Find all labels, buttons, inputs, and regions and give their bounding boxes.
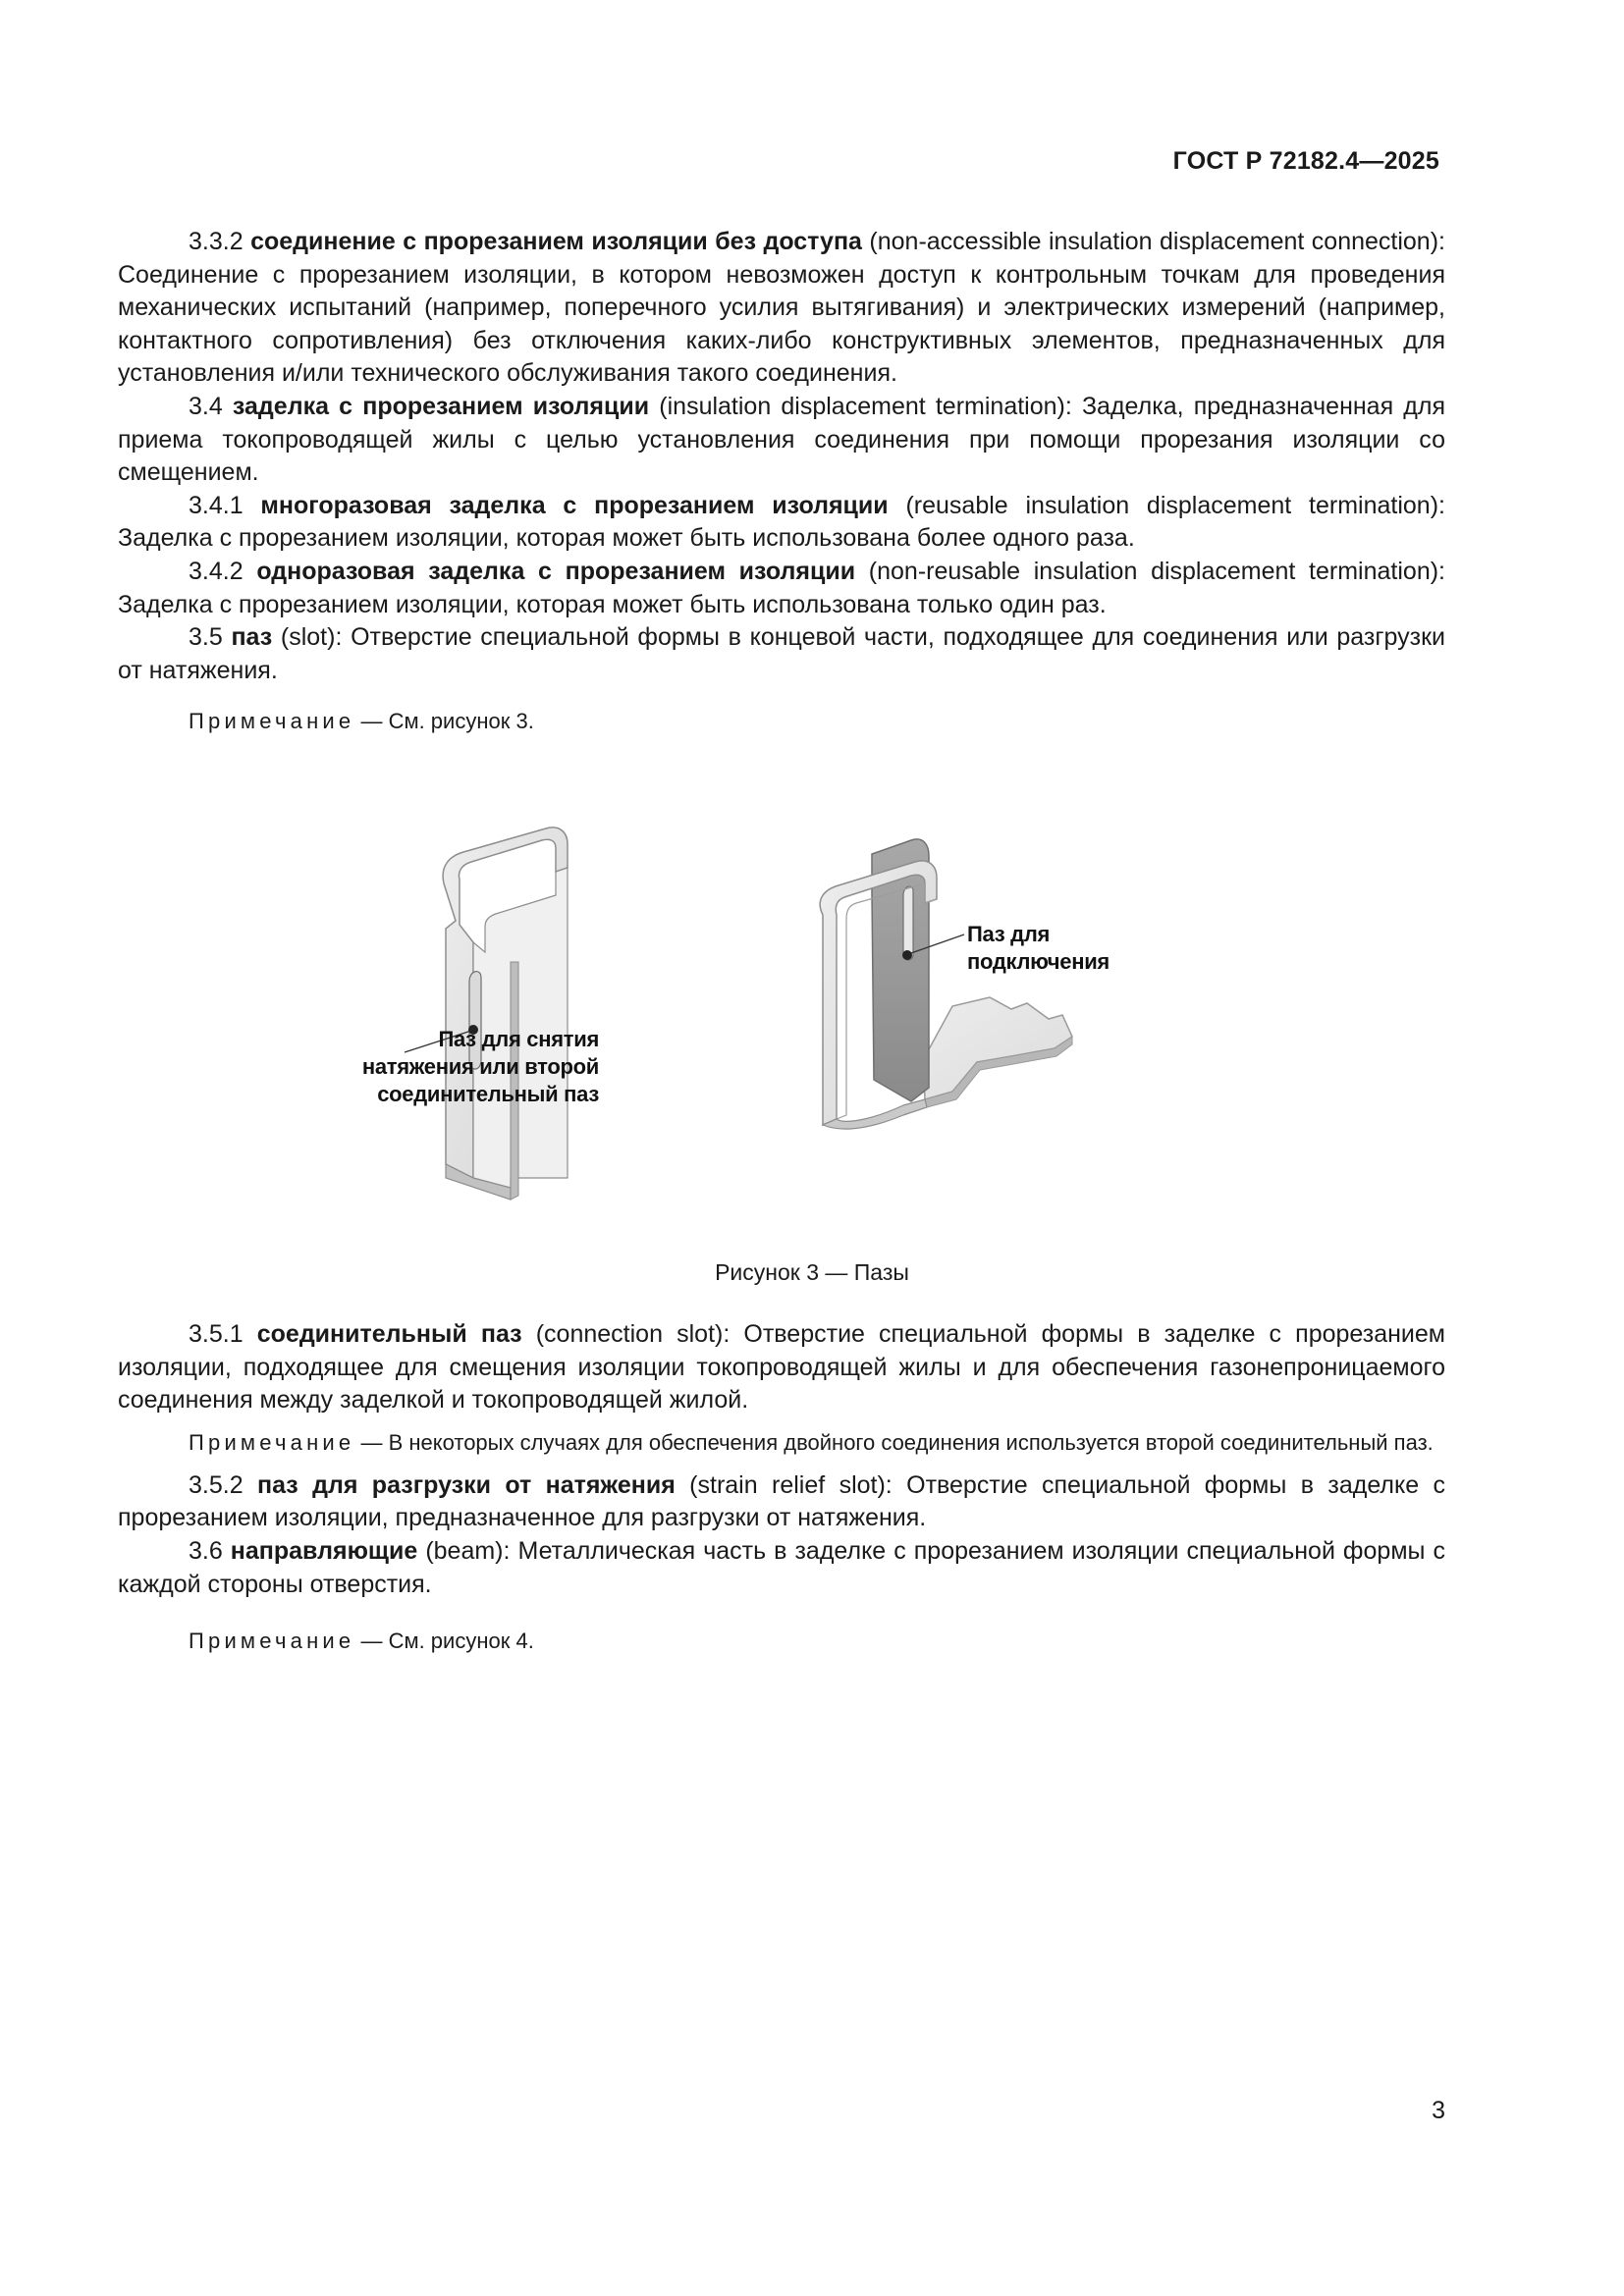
term-definition: (connection slot): Отверстие специальной формы в заделке с прорезанием изоляции, подходящее для смещения изоляции токопроводящей жилы и для обеспечения газонепроницаемого соединения между заделкой и токопроводящей жилой.: [118, 1320, 1445, 1415]
term-definition: (slot): Отверстие специальной формы в концевой части, подходящее для соединения или разгрузки от натяжения.: [118, 623, 1446, 684]
term-number: 3.4: [189, 392, 233, 420]
note-see-figure-4: [118, 1627, 1445, 1655]
term-number: 3.5.1: [189, 1320, 257, 1348]
term-definition: (insulation displacement termination): Заделка, предназначенная для приема токопроводящей жилы с целью установления соединения при помощи прорезания изоляции со смещением.: [118, 392, 1445, 487]
note-text: — См. рисунок 3.: [354, 709, 534, 733]
term-3-4: [118, 391, 1445, 490]
term-title: заделка с прорезанием изоляции: [232, 392, 650, 420]
term-3-5: [118, 621, 1445, 687]
label-line: Паз для снятия: [438, 1027, 599, 1051]
page-number: 3: [1432, 2097, 1445, 2124]
terminal-middle-leg: [823, 1099, 927, 1129]
terms-section-a: [118, 226, 1445, 687]
term-3-4-1: [118, 490, 1445, 556]
term-definition: (non-accessible insulation displacement connection): Соединение с прорезанием изоляции, в котором невозможен доступ к контрольным точкам для проведения механических испытаний (например, поперечного усилия вытягивания) и электрических измерений (например, контактного сопротивления) без отключения каких-либо конструктивных элементов, предназначенных для установления и/или технического обслуживания такого соединения.: [118, 228, 1445, 388]
term-3-5-1: [118, 1318, 1445, 1417]
label-line: подключения: [967, 949, 1110, 974]
term-title: многоразовая заделка с прорезанием изоляции: [260, 491, 889, 519]
note-text: — См. рисунок 4.: [354, 1629, 534, 1654]
note-text: — В некоторых случаях для обеспечения двойного соединения используется второй соединительный паз.: [354, 1429, 1434, 1455]
term-definition: (reusable insulation displacement termination): Заделка с прорезанием изоляции, которая может быть использована более одного раза.: [118, 491, 1445, 553]
connection-slot: [903, 886, 913, 960]
label-strain-relief-slot: [324, 1026, 599, 1108]
term-title: соединительный паз: [256, 1320, 522, 1348]
note-label: Примечание: [189, 1629, 355, 1654]
figure-caption: Рисунок 3 — Пазы: [715, 1259, 909, 1285]
note-label: Примечание: [189, 709, 355, 733]
term-definition: (strain relief slot): Отверстие специальной формы в заделке с прорезанием изоляции, предназначенное для разгрузки от натяжения.: [118, 1470, 1445, 1532]
label-line: натяжения или второй: [361, 1054, 599, 1079]
term-3-3-2: [118, 226, 1445, 391]
term-3-6: [118, 1535, 1445, 1601]
term-number: 3.6: [189, 1536, 231, 1565]
term-title: паз: [231, 623, 273, 652]
term-definition: (beam): Металлическая часть в заделке с прорезанием изоляции специальной формы с каждой стороны отверстия.: [118, 1536, 1445, 1598]
term-number: 3.5.2: [189, 1470, 257, 1499]
term-definition: (non-reusable insulation displacement termination): Заделка с прорезанием изоляции, которая может быть использована только один раз.: [118, 557, 1446, 618]
label-connection-slot: [967, 921, 1183, 976]
label-line: Паз для: [967, 922, 1051, 946]
term-title: направляющие: [230, 1536, 418, 1565]
term-number: 3.5: [189, 623, 232, 652]
leader-dot-right: [902, 950, 912, 960]
term-3-4-2: [118, 556, 1445, 621]
term-number: 3.4.1: [189, 491, 261, 519]
term-title: соединение с прорезанием изоляции без доступа: [250, 228, 862, 255]
idc-terminal-illustration: [324, 805, 1208, 1237]
term-number: 3.3.2: [189, 228, 251, 255]
terms-section-b: [118, 1318, 1445, 1655]
note-label: Примечание: [189, 1429, 355, 1455]
note-see-figure-3: [118, 707, 1445, 735]
note-second-connection-slot: [118, 1427, 1445, 1458]
term-title: одноразовая заделка с прорезанием изоляции: [256, 557, 856, 585]
document-header: ГОСТ Р 72182.4—2025: [1172, 147, 1439, 175]
term-3-5-2: [118, 1469, 1445, 1535]
figure-3-slots: [324, 805, 1208, 1237]
term-title: паз для разгрузки от натяжения: [256, 1470, 676, 1499]
terminal-base-plate: [923, 997, 1072, 1099]
label-line: соединительный паз: [377, 1082, 599, 1106]
term-number: 3.4.2: [189, 557, 257, 585]
